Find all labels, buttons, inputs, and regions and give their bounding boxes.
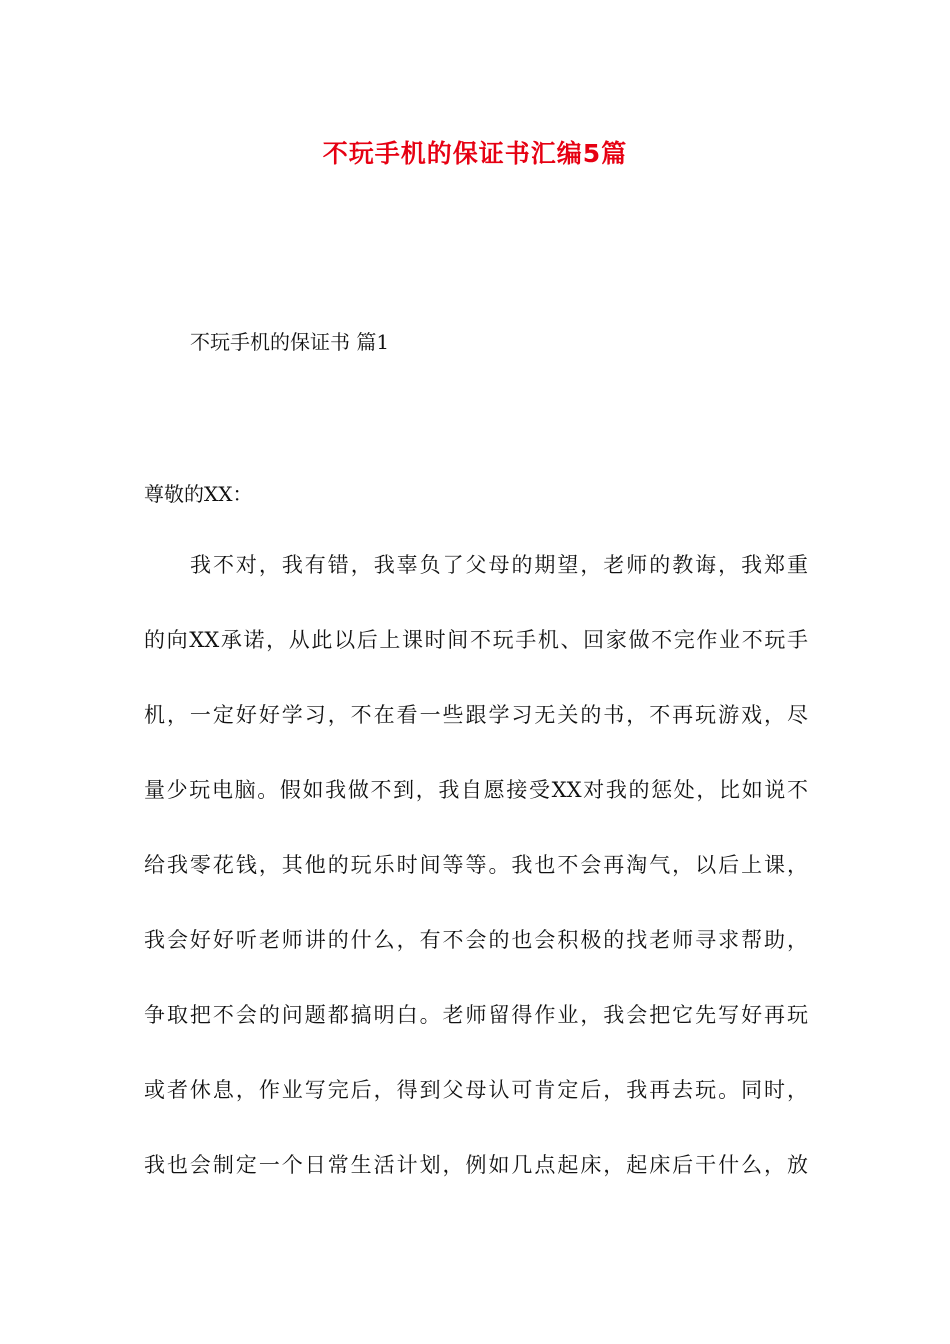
salutation: 尊敬的XX： xyxy=(144,482,253,506)
body-line: 给我零花钱，其他的玩乐时间等等。我也不会再淘气，以后上课， xyxy=(144,853,808,877)
document-title: 不玩手机的保证书汇编5篇 xyxy=(322,139,628,168)
body-line: 的向XX承诺，从此以后上课时间不玩手机、回家做不完作业不玩手 xyxy=(144,628,808,652)
body-line: 我也会制定一个日常生活计划，例如几点起床，起床后干什么，放 xyxy=(144,1153,808,1177)
body-paragraph xyxy=(144,550,808,1225)
section-heading: 不玩手机的保证书 篇1 xyxy=(190,330,390,354)
body-line: 或者休息，作业写完后，得到父母认可肯定后，我再去玩。同时， xyxy=(144,1078,808,1102)
body-line: 量少玩电脑。假如我做不到，我自愿接受XX对我的惩处，比如说不 xyxy=(144,778,808,802)
body-line: 我会好好听老师讲的什么，有不会的也会积极的找老师寻求帮助， xyxy=(144,928,808,952)
body-line: 我不对，我有错，我辜负了父母的期望，老师的教诲，我郑重 xyxy=(190,553,808,577)
body-line: 机，一定好好学习，不在看一些跟学习无关的书，不再玩游戏，尽 xyxy=(144,703,808,727)
body-line: 争取把不会的问题都搞明白。老师留得作业，我会把它先写好再玩 xyxy=(144,1003,808,1027)
